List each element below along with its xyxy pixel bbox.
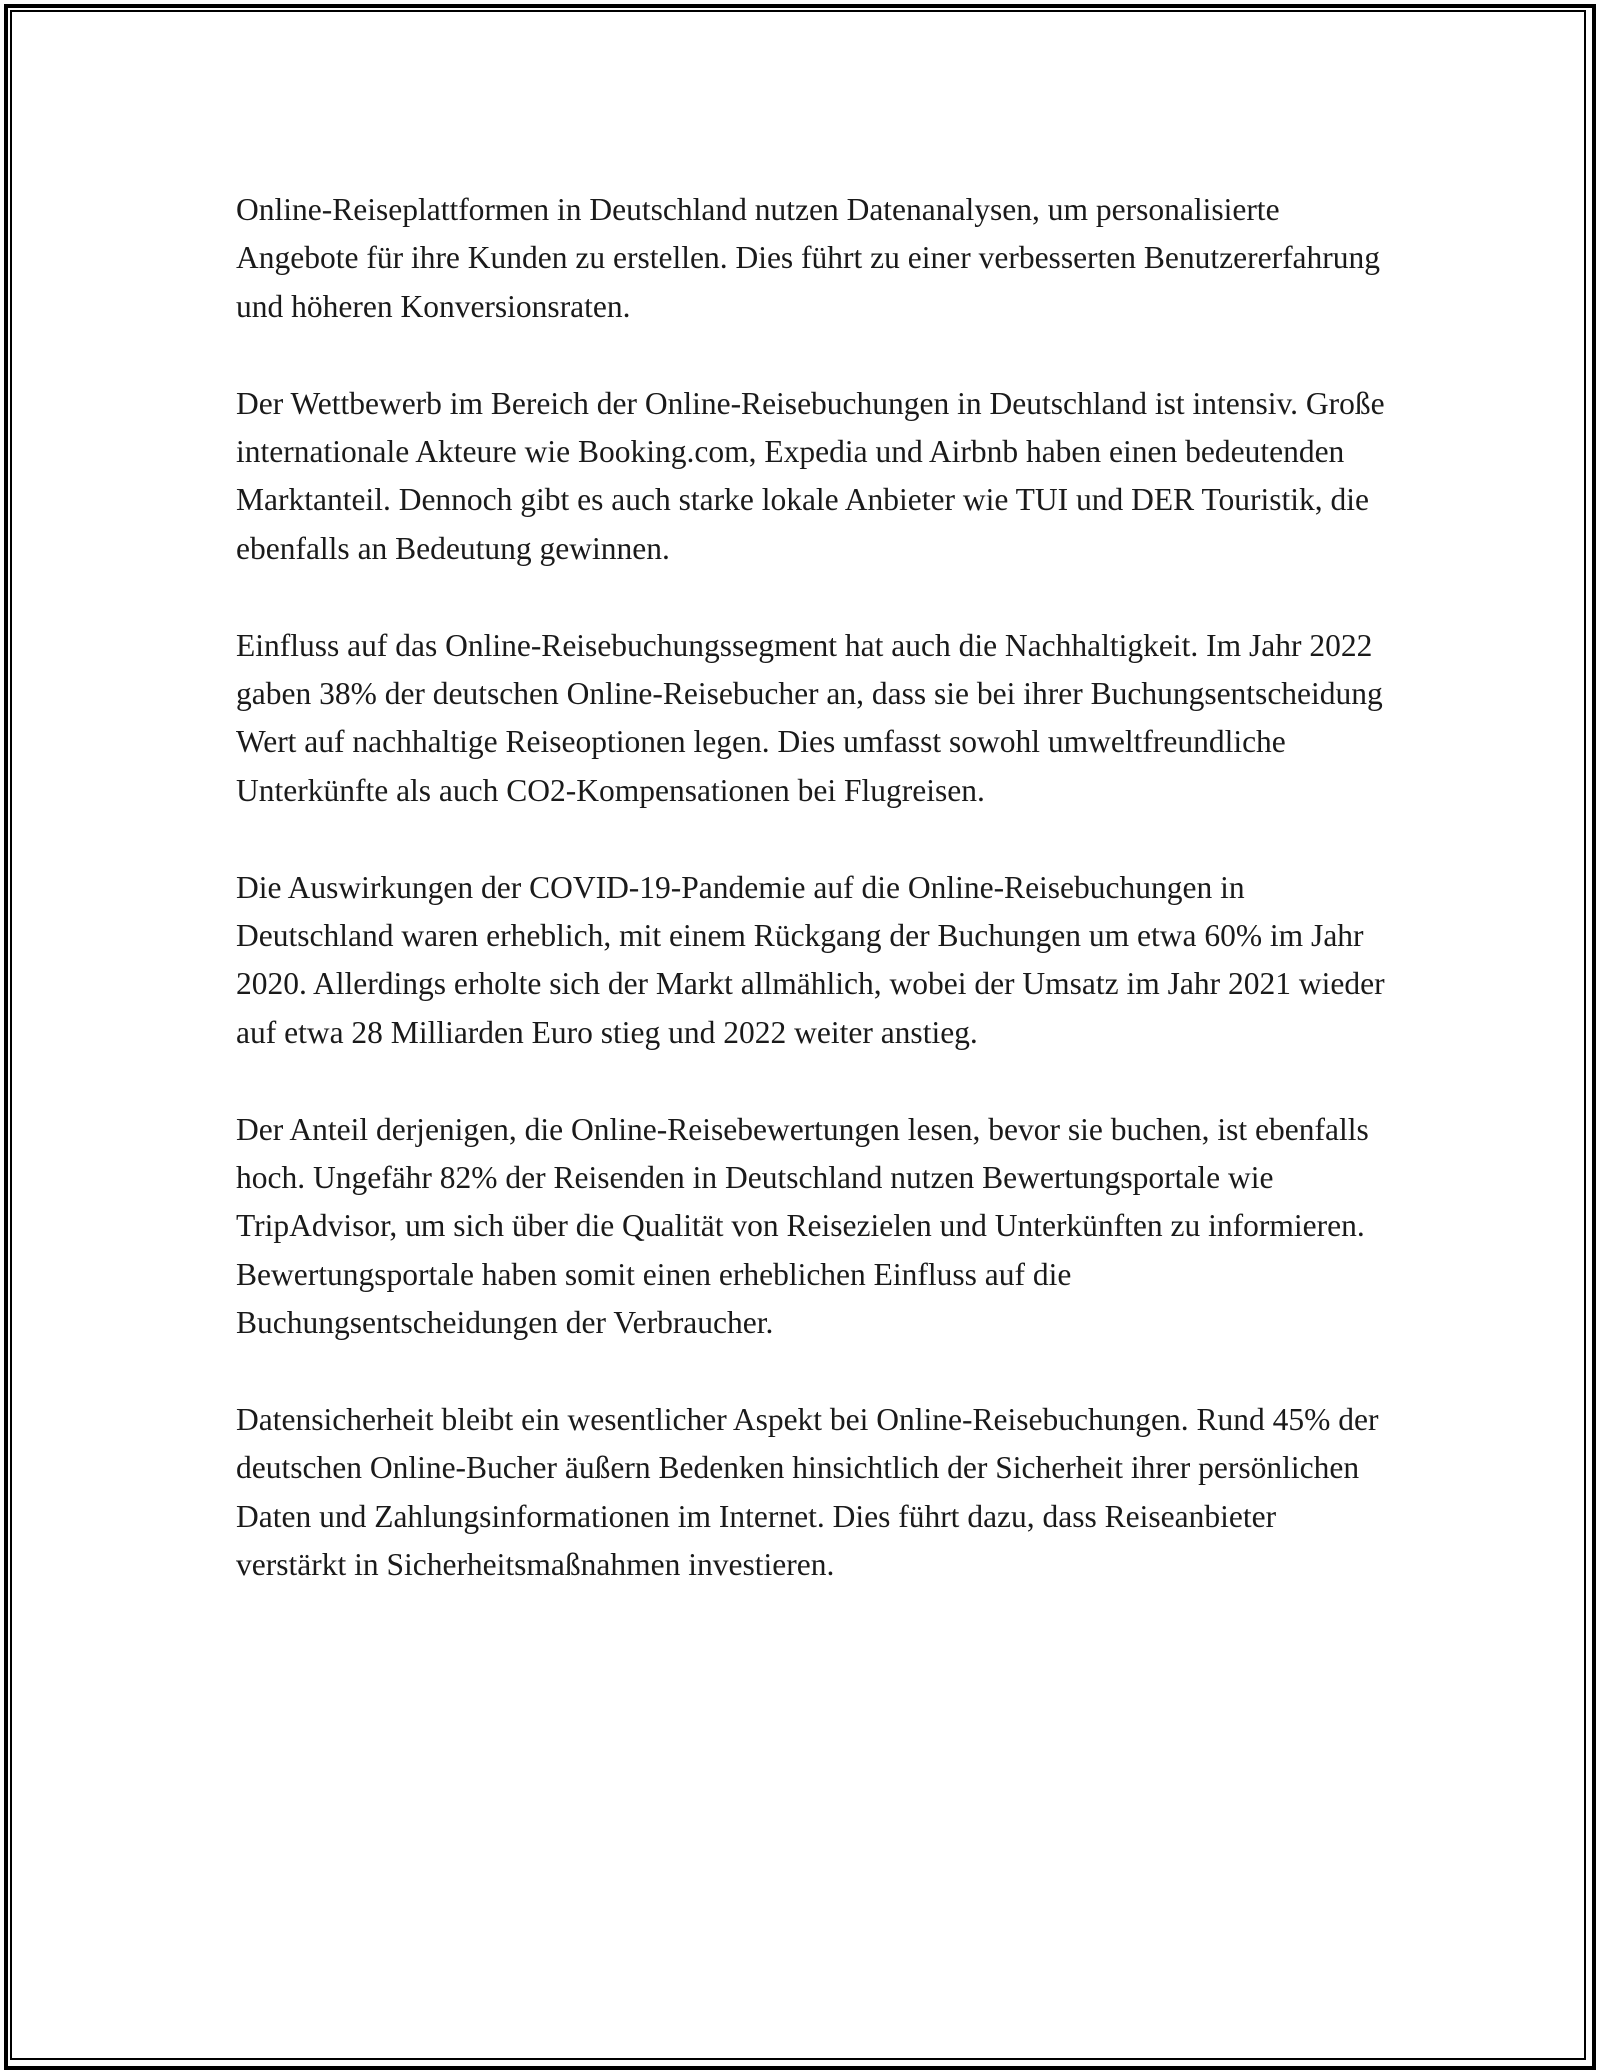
paragraph-personalization: Online-Reiseplattformen in Deutschland nutzen Datenanalysen, um personalisierte Angebote für ihre Kunden zu erstellen. Dies führt zu einer verbesserten Benutzererfahrung und höheren Konversionsraten.: [236, 192, 1381, 324]
paragraph-reviews: Der Anteil derjenigen, die Online-Reisebewertungen lesen, bevor sie buchen, ist ebenfalls hoch. Ungefähr 82% der Reisenden in Deutschland nutzen Bewertungsportale wie TripAdvisor, um sich über die Qualität von Reisezielen und Unterkünften zu informieren. Bewertungsportale haben somit einen erheblichen Einfluss auf die Buchungsentscheidungen der Verbraucher.: [236, 1111, 1369, 1341]
paragraph-competition: Der Wettbewerb im Bereich der Online-Reisebuchungen in Deutschland ist intensiv. Große internationale Akteure wie Booking.com, Expedia und Airbnb haben einen bedeutenden Marktanteil. Dennoch gibt es auch starke lokale Anbieter wie TUI und DER Touristik, die ebenfalls an Bedeutung gewinnen.: [236, 385, 1385, 566]
paragraph-data-security: Datensicherheit bleibt ein wesentlicher Aspekt bei Online-Reisebuchungen. Rund 45% der deutschen Online-Bucher äußern Bedenken hinsichtlich der Sicherheit ihrer persönlichen Daten und Zahlungsinformationen im Internet. Dies führt dazu, dass Reiseanbieter verstärkt in Sicherheitsmaßnahmen investieren.: [236, 1402, 1379, 1583]
paragraph-sustainability: Einfluss auf das Online-Reisebuchungssegment hat auch die Nachhaltigkeit. Im Jahr 2022 gaben 38% der deutschen Online-Reisebucher an, dass sie bei ihrer Buchungsentscheidung Wert auf nachhaltige Reiseoptionen legen. Dies umfasst sowohl umweltfreundliche Unterkünfte als auch CO2-Kompensationen bei Flugreisen.: [236, 627, 1383, 808]
document-body: [236, 186, 1386, 1590]
paragraph-covid-impact: Die Auswirkungen der COVID-19-Pandemie auf die Online-Reisebuchungen in Deutschland waren erheblich, mit einem Rückgang der Buchungen um etwa 60% im Jahr 2020. Allerdings erholte sich der Markt allmählich, wobei der Umsatz im Jahr 2021 wieder auf etwa 28 Milliarden Euro stieg und 2022 weiter anstieg.: [236, 869, 1385, 1050]
